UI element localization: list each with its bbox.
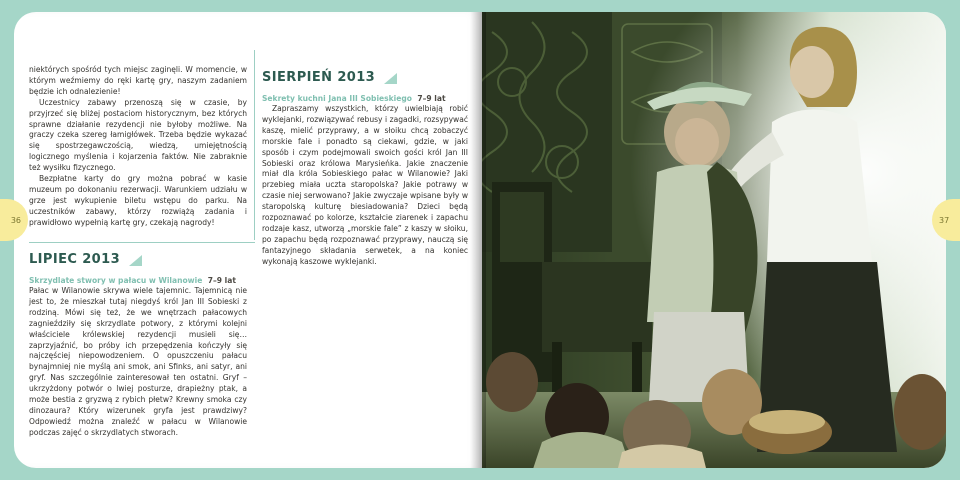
sierpien-subtitle: Sekrety kuchni Jana III Sobieskiego [262, 94, 412, 103]
intro-paragraph-2: Uczestnicy zabawy przenoszą się w czasie, by przyjrzeć się bliżej postaciom historycznym, bez których sprawne działanie rezydencji nie byłoby możliwe. Na graczy czeka szereg łamigłówek. Trzeba będzie wykazać się spostrzegawczością, wiedzą, umiejętnością logicznego myślenia i kojarzenia faktów. Nie zabraknie też wysiłku fizycznego. [29, 97, 247, 173]
lipiec-heading [29, 252, 247, 267]
lipiec-text: Pałac w Wilanowie skrywa wiele tajemnic. Tajemnicą nie jest to, że mieszkał tutaj niegdyś król Jan III Sobieski z rodziną. Mówi się też, że we wnętrzach pałacowych zagnieździły się skrzydlate potwory, z którymi kolejni właściciele królewskiej rezydencji musieli się… zaprzyjaźnić, bo próby ich przepędzenia kończyły się najczęściej niepowodzeniem. O opuszczeniu pałacu bynajmniej nie myślą ani smok, ani Sfinks, ani satyr, ani gryf. Nas szczególnie zainteresował ten ostatni. Gryf – ukrzyżdony potwór o lwiej posturze, drapieżny ptak, a może bestia z gryzwą z rybich płetw? Krewny smoka czy dinozaura? Który wizerunek gryfa jest prawdziwy? Odpowiedź można znaleźć w pałacu w Wilanowie podczas zajęć o skrzydlatych stworach. [29, 286, 247, 437]
lipiec-age: 7–9 lat [207, 276, 236, 285]
lipiec-subtitle: Skrzydlate stwory w pałacu w Wilanowie [29, 276, 203, 285]
column-divider [254, 50, 255, 240]
intro-column [29, 65, 247, 229]
lipiec-title: LIPIEC 2013 [29, 252, 121, 267]
workshop-photo [482, 12, 946, 468]
lipiec-section [29, 252, 247, 439]
triangle-icon [384, 73, 397, 84]
left-page [14, 12, 482, 468]
triangle-icon [129, 255, 142, 266]
sierpien-age: 7–9 lat [417, 94, 446, 103]
sierpien-text: Zapraszamy wszystkich, którzy uwielbiają robić wyklejanki, rozwiązywać rebusy i zagadki, rozsypywać kaszę, mielić przyprawy, a w słoiku chcą zobaczyć morskie fale i ponadto są ciekawi, gdzie, w jaki sposób i czym podejmowali swoich gości król Jan III Sobieski oraz królowa Marysieńka. Jakie znaczenie miał dla króla Sobieskiego pałac w Wilanowie? Jaki przebieg miała uczta staropolska? Jakie potrawy w czasie niej serwowano? Jakie zwyczaje wpisane były w staropolską kulturę biesiadowania? Dzieci będą rozpoznawać po kolorze, kształcie ziarenek i zapachu rodzaje kasz, utworzą „morskie fale” z kaszy w słoiku, po zapachu będą rozpoznawać przyprawy, nauczą się fantazyjnego składania serwetek, a na koniec wykonają kaszowe wyklejanki. [262, 104, 468, 266]
sierpien-subheading [262, 93, 468, 104]
sierpien-section [262, 70, 468, 268]
page-number-left: 36 [0, 199, 28, 241]
right-page [482, 12, 946, 468]
sierpien-heading [262, 70, 468, 85]
intro-paragraph-1: niektórych spośród tych miejsc zaginęli. W momencie, w którym weźmiemy do ręki kartę gry, naszym zadaniem będzie ich odnalezienie! [29, 65, 247, 96]
intro-paragraph-3: Bezpłatne karty do gry można pobrać w kasie muzeum po dokonaniu rezerwacji. Warunkiem udziału w grze jest wykupienie biletu wstępu do parku. Na uczestników zabawy, którzy rozwiążą zadania i prawidłowo wypełnią kartę gry, czekają nagrody! [29, 174, 247, 227]
page-number-right: 37 [932, 199, 960, 241]
lipiec-subheading [29, 275, 247, 286]
intro-text [29, 65, 247, 229]
sierpien-title: SIERPIEŃ 2013 [262, 70, 376, 85]
section-divider [29, 242, 255, 243]
